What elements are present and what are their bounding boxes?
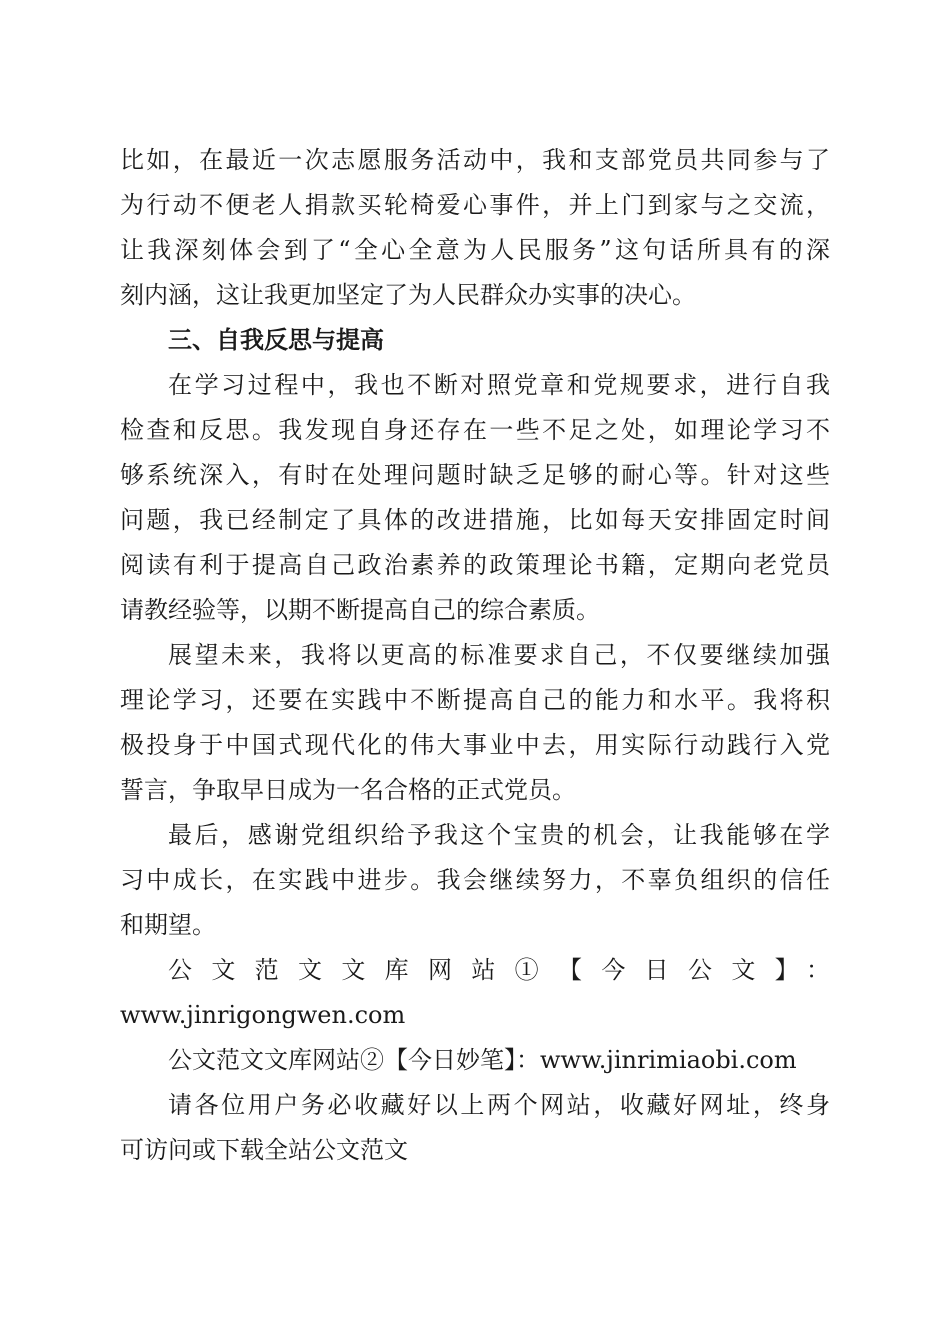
paragraph-1-line-3: 让我深刻体会到了“全心全意为人民服务”这句话所具有的深 bbox=[120, 236, 830, 264]
website-1-url[interactable]: www.jinrigongwen.com bbox=[120, 1001, 406, 1029]
paragraph-3-line-4: 誓言，争取早日成为一名合格的正式党员。 bbox=[120, 776, 576, 804]
website-1-label: 公文范文文库网站①【今日公文】： bbox=[168, 956, 830, 984]
paragraph-1-line-1: 比如，在最近一次志愿服务活动中，我和支部党员共同参与了 bbox=[120, 146, 830, 174]
paragraph-2-line-3: 够系统深入，有时在处理问题时缺乏足够的耐心等。针对这些 bbox=[120, 461, 830, 489]
notice-line-2: 可访问或下载全站公文范文 bbox=[120, 1136, 408, 1164]
website-2-line[interactable]: 公文范文文库网站②【今日妙笔】：www.jinrimiaobi.com bbox=[168, 1046, 797, 1074]
paragraph-2-line-1: 在学习过程中，我也不断对照党章和党规要求，进行自我 bbox=[168, 371, 830, 399]
paragraph-2-line-2: 检查和反思。我发现自身还存在一些不足之处，如理论学习不 bbox=[120, 416, 830, 444]
paragraph-4-line-1: 最后，感谢党组织给予我这个宝贵的机会，让我能够在学 bbox=[168, 821, 830, 849]
notice-line-1: 请各位用户务必收藏好以上两个网站，收藏好网址，终身 bbox=[168, 1091, 830, 1119]
paragraph-1-line-2: 为行动不便老人捐款买轮椅爱心事件，并上门到家与之交流， bbox=[120, 191, 830, 219]
paragraph-4-line-3: 和期望。 bbox=[120, 911, 216, 939]
paragraph-2-line-5: 阅读有利于提高自己政治素养的政策理论书籍，定期向老党员 bbox=[120, 551, 830, 579]
paragraph-4-line-2: 习中成长，在实践中进步。我会继续努力，不辜负组织的信任 bbox=[120, 866, 830, 894]
paragraph-3-line-1: 展望未来，我将以更高的标准要求自己，不仅要继续加强 bbox=[168, 641, 830, 669]
section-heading: 三、自我反思与提高 bbox=[168, 326, 384, 354]
paragraph-2-line-4: 问题，我已经制定了具体的改进措施，比如每天安排固定时间 bbox=[120, 506, 830, 534]
paragraph-1-line-4: 刻内涵，这让我更加坚定了为人民群众办实事的决心。 bbox=[120, 281, 696, 309]
paragraph-3-line-3: 极投身于中国式现代化的伟大事业中去，用实际行动践行入党 bbox=[120, 731, 830, 759]
paragraph-2-line-6: 请教经验等，以期不断提高自己的综合素质。 bbox=[120, 596, 600, 624]
paragraph-3-line-2: 理论学习，还要在实践中不断提高自己的能力和水平。我将积 bbox=[120, 686, 830, 714]
